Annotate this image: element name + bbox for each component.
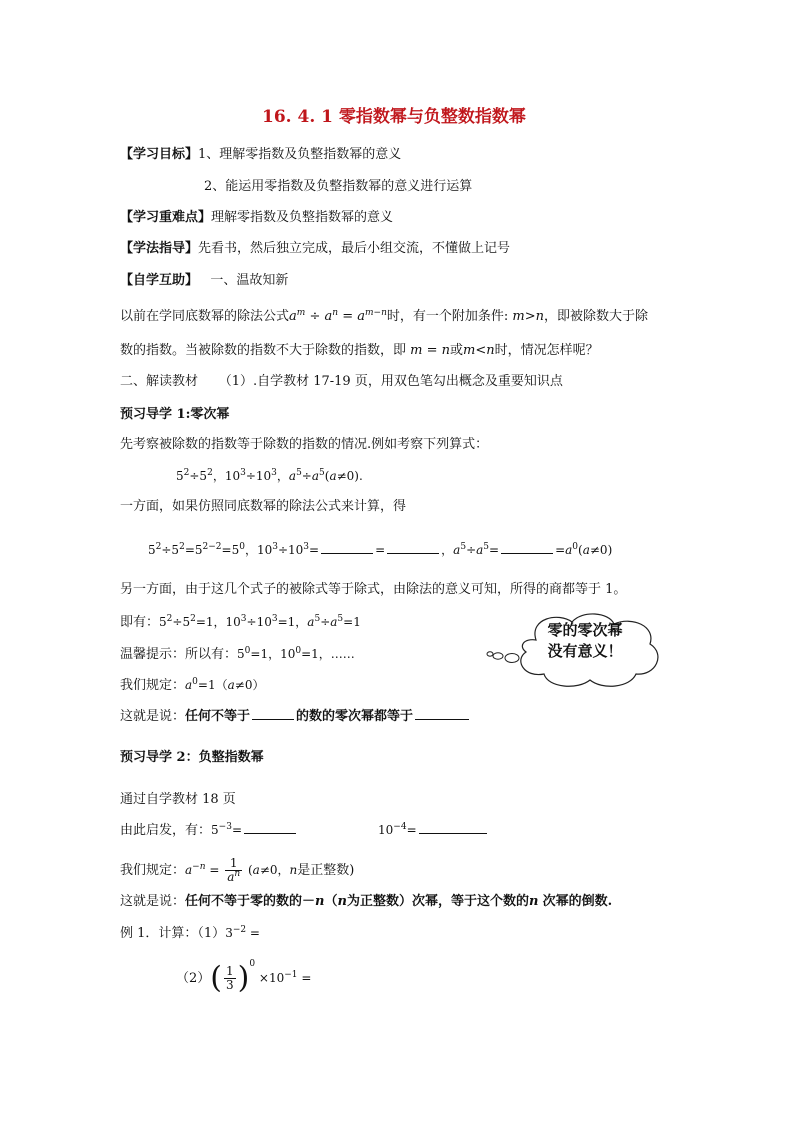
guide1-approach: 一方面，如果仿照同底数幂的除法公式来计算，得 bbox=[120, 499, 407, 514]
rule-tail: 是正整数) bbox=[297, 863, 355, 878]
one-third-fraction: $\frac{1}{3}$ bbox=[226, 964, 234, 992]
answer-blank[interactable] bbox=[321, 541, 373, 554]
method-text: 先看书，然后独立完成，最后小组交流，不懂做上记号 bbox=[198, 241, 511, 256]
method-label: 【学法指导】 bbox=[120, 241, 199, 256]
review-text: 时，情况怎样呢？ bbox=[494, 343, 599, 358]
bubble-line: 没有意义！ bbox=[547, 642, 623, 660]
division-formula: $a^m \div a^n = a^{m-n}$ bbox=[289, 308, 387, 324]
section-two-sub: （1）.自学教材 17-19 页，用双色笔勾出概念及重要知识点 bbox=[218, 374, 563, 389]
self-study bbox=[120, 272, 288, 290]
guide1-heading: 预习导学 1:零次幂 bbox=[120, 407, 230, 422]
key-points bbox=[120, 209, 393, 227]
section-two bbox=[120, 373, 563, 391]
review-text: 或 bbox=[450, 343, 464, 358]
answer-blank[interactable] bbox=[501, 541, 553, 554]
review-line1: 以前在学同底数幂的除法公式$a^m \div a^n = a^{m-n}$时，有一个附加条件: m>n，即被除数大于除 bbox=[120, 308, 649, 324]
answer-blank[interactable] bbox=[387, 541, 439, 554]
review-line2: 数的指数。当被除数的指数不大于除数的指数，即 m = n或m<n时，情况怎样呢？ bbox=[120, 343, 599, 358]
condition-formula: m bbox=[512, 309, 525, 324]
guide1-other: 另一方面，由于这几个式子的被除式等于除式，由除法的意义可知，所得的商都等于 1。 bbox=[120, 582, 627, 597]
review-text: 时，有一个附加条件: bbox=[386, 309, 509, 324]
conclusion-label: 这就是说： bbox=[120, 709, 186, 724]
guide1-examples: $5^2\div 5^2$，$10^3\div 10^3$，$a^5\div a^5(a\ne 0)$. bbox=[176, 468, 363, 483]
self-study-label: 【自学互助】 bbox=[120, 273, 199, 288]
conclusion-bold: 为正整数）次幂，等于这个数的 bbox=[346, 894, 529, 909]
guide2-inspire-2: $10^{-4}=$ bbox=[378, 821, 489, 839]
guide1-result: 即有：$5^2\div 5^2=1$，$10^3\div 10^3=1$，$a^5\div a^5=1$ bbox=[120, 614, 361, 630]
review-text: 数的指数。当被除数的指数不大于除数的指数，即 bbox=[120, 343, 407, 358]
objectives-line1 bbox=[120, 146, 401, 164]
conclusion-bold: 次幂的倒数. bbox=[542, 894, 613, 909]
page-title: 16. 4. 1 零指数幂与负整数指数幂 bbox=[262, 107, 526, 127]
guide1-rule: 我们规定：$a^0=1(a\ne 0)$ bbox=[120, 677, 265, 693]
guide1-tip: 温馨提示：所以有：$5^0=1$，$10^0=1$，…… bbox=[120, 646, 355, 662]
answer-blank[interactable] bbox=[244, 821, 296, 834]
example-label: 例 1．计算： bbox=[120, 926, 198, 941]
conclusion-bold: 的数的零次幂都等于 bbox=[296, 709, 414, 724]
example-item-1: （1） bbox=[197, 926, 226, 941]
self-study-text: 一、温故知新 bbox=[210, 273, 289, 288]
guide1-calc: $5^2\div 5^2=5^{2-2}=5^0$，$10^3\div 10^3=$ = ，$a^5\div a^5= =a^0(a\ne 0)$ bbox=[148, 542, 613, 557]
conclusion-bold: 任何不等于零的数的－ bbox=[185, 894, 316, 909]
section-two-title: 二、解读教材 bbox=[120, 374, 199, 389]
inspire-label: 由此启发，有： bbox=[120, 823, 212, 838]
example-item-2: （2） bbox=[176, 971, 211, 986]
result-label: 即有： bbox=[120, 615, 160, 630]
objective-item-2: 2、能运用零指数及负整指数幂的意义进行运算 bbox=[204, 179, 473, 194]
review-text: ，即被除数大于除 bbox=[544, 309, 649, 324]
guide2-conclusion: 这就是说：任何不等于零的数的－n（n为正整数）次幂，等于这个数的n 次幂的倒数. bbox=[120, 894, 613, 909]
answer-blank[interactable] bbox=[419, 821, 487, 834]
example-2: （2）( $\frac{1}{3}$ )$^0 \times 10^{-1}$ = bbox=[176, 959, 312, 996]
objectives-label: 【学习目标】 bbox=[120, 147, 199, 162]
rule-label: 我们规定： bbox=[120, 678, 186, 693]
method bbox=[120, 240, 510, 258]
reciprocal-fraction: $\frac{1}{a^n}$ bbox=[227, 856, 241, 884]
bubble-line: 零的零次幂 bbox=[547, 621, 623, 639]
answer-blank[interactable] bbox=[415, 707, 469, 720]
conclusion-label: 这就是说： bbox=[120, 894, 186, 909]
guide1-intro: 先考察被除数的指数等于除数的指数的情况.例如考察下列算式： bbox=[120, 437, 489, 452]
guide2-intro: 通过自学教材 18 页 bbox=[120, 792, 236, 807]
objective-item-1: 1、理解零指数及负整指数幂的意义 bbox=[198, 147, 402, 162]
tip-label: 温馨提示：所以有： bbox=[120, 647, 238, 662]
guide1-conclusion bbox=[120, 707, 471, 726]
key-points-text: 理解零指数及负整指数幂的意义 bbox=[211, 210, 394, 225]
guide2-rule: 我们规定：$a^{-n}$ = $\frac{1}{a^n}$ (a≠0，n是正整数) bbox=[120, 856, 355, 884]
key-points-label: 【学习重难点】 bbox=[120, 210, 212, 225]
bubble-text bbox=[530, 620, 640, 662]
answer-blank[interactable] bbox=[252, 707, 294, 720]
conclusion-bold: 任何不等于 bbox=[185, 709, 251, 724]
guide2-heading: 预习导学 2：负整指数幂 bbox=[120, 750, 264, 765]
review-text: 以前在学同底数幂的除法公式 bbox=[120, 309, 290, 324]
guide2-inspire: 由此启发，有：$5^{-3}=$ bbox=[120, 821, 298, 840]
rule-label: 我们规定： bbox=[120, 863, 186, 878]
example-1: 例 1．计算：$(1)3^{-2}$ = bbox=[120, 925, 260, 941]
